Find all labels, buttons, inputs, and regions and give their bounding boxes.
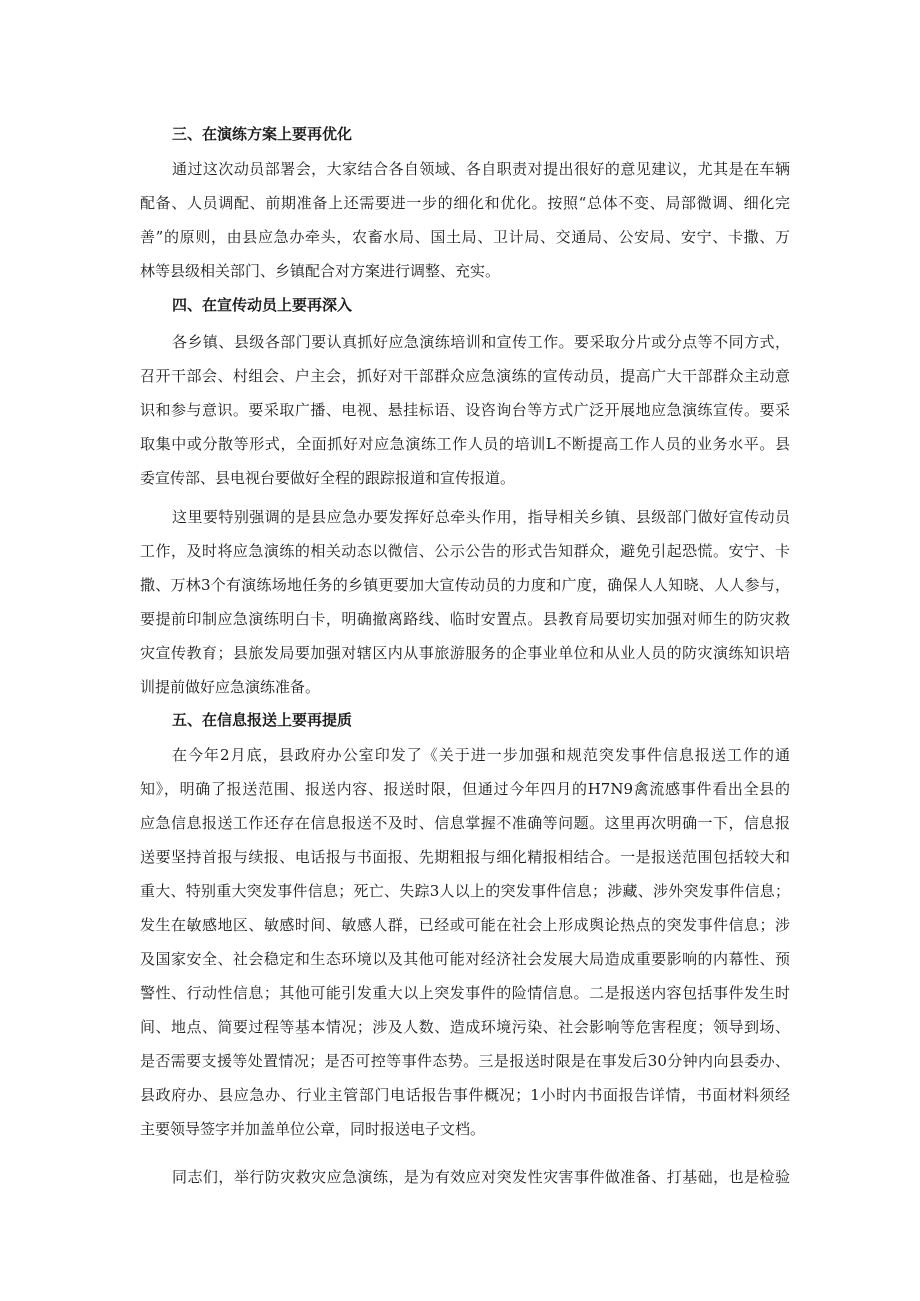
section-heading-4: 四、在宣传动员上要再深入: [172, 296, 353, 314]
section-4-paragraph-2: [140, 500, 790, 704]
text-line: 取集中或分散等形式，全面抓好对应急演练工作人员的培训L不断提高工作人员的业务水平。县: [140, 435, 790, 453]
text-line: 警性、行动性信息；其他可能引发重大以上突发事件的险情信息。二是报送内容包括事件发生时: [140, 984, 790, 1002]
text-line: 召开干部会、村组会、户主会，抓好对干部群众应急演练的宣传动员，提高广大干部群众主动意: [140, 367, 790, 385]
text-line: 知》，明确了报送范围、报送内容、报送时限，但通过今年四月的H7N9禽流感事件看出全县的: [140, 780, 790, 798]
section-5-paragraph-1: [140, 738, 790, 1146]
text-line: 通过这次动员部署会，大家结合各自领域、各自职责对提出很好的意见建议，尤其是在车辆: [172, 160, 790, 178]
text-line: 委宣传部、县电视台要做好全程的跟踪报道和宣传报道。: [140, 469, 516, 487]
text-line: 是否需要支援等处置情况；是否可控等事件态势。三是报送时限是在事发后30分钟内向县委办、: [140, 1052, 790, 1070]
text-line: 同志们，举行防灾救灾应急演练，是为有效应对突发性灾害事件做准备、打基础，也是检验: [172, 1168, 790, 1186]
text-line: 主要领导签字并加盖单位公章，同时报送电子文档。: [140, 1120, 486, 1138]
text-line: 县政府办、县应急办、行业主管部门电话报告事件概况；1小时内书面报告详情，书面材料须经: [140, 1086, 790, 1104]
section-heading-5: 五、在信息报送上要再提质: [172, 711, 353, 729]
text-line: 应急信息报送工作还存在信息报送不及时、信息掌握不准确等问题。这里再次明确一下，信息报: [140, 814, 790, 832]
text-line: 撒、万林3个有演练场地任务的乡镇更要加大宣传动员的力度和广度，确保人人知晓、人人参与，: [140, 576, 790, 594]
text-line: 这里要特别强调的是县应急办要发挥好总牵头作用，指导相关乡镇、县级部门做好宣传动员: [172, 508, 790, 526]
text-line: 各乡镇、县级各部门要认真抓好应急演练培训和宣传工作。要采取分片或分点等不同方式，: [172, 333, 790, 351]
text-line: 灾宣传教育；县旅发局要加强对辖区内从事旅游服务的企事业单位和从业人员的防灾演练知识培: [140, 644, 790, 662]
text-line: 间、地点、简要过程等基本情况；涉及人数、造成环境污染、社会影响等危害程度；领导到场、: [140, 1018, 790, 1036]
section-heading-3: 三、在演练方案上要再优化: [172, 125, 353, 143]
text-line: 林等县级相关部门、乡镇配合对方案进行调整、充实。: [140, 262, 501, 280]
text-line: 要提前印制应急演练明白卡，明确撤离路线、临时安置点。县教育局要切实加强对师生的防灾救: [140, 610, 790, 628]
text-line: 在今年2月底，县政府办公室印发了《关于进一步加强和规范突发事件信息报送工作的通: [172, 746, 790, 764]
text-line: 发生在敏感地区、敏感时间、敏感人群，已经或可能在社会上形成舆论热点的突发事件信息；涉: [140, 916, 790, 934]
section-4-paragraph-1: [140, 325, 790, 495]
text-line: 识和参与意识。要采取广播、电视、悬挂标语、设咨询台等方式广泛开展地应急演练宣传。要采: [140, 401, 790, 419]
text-line: 重大、特别重大突发事件信息；死亡、失踪3人以上的突发事件信息；涉藏、涉外突发事件信息；: [140, 882, 790, 900]
text-line: 工作，及时将应急演练的相关动态以微信、公示公告的形式告知群众，避免引起恐慌。安宁、卡: [140, 542, 790, 560]
section-3-paragraph-1: [140, 152, 790, 288]
text-line: 善”的原则，由县应急办牵头，农畜水局、国土局、卫计局、交通局、公安局、安宁、卡撒、万: [140, 228, 790, 246]
text-line: 配备、人员调配、前期准备上还需要进一步的细化和优化。按照“总体不变、局部微调、细化完: [140, 194, 790, 212]
text-line: 及国家安全、社会稳定和生态环境以及其他可能对经济社会发展大局造成重要影响的内幕性、预: [140, 950, 790, 968]
text-line: 训提前做好应急演练准备。: [140, 678, 321, 696]
text-line: 送要坚持首报与续报、电话报与书面报、先期粗报与细化精报相结合。一是报送范围包括较大和: [140, 848, 790, 866]
section-5-paragraph-2: [140, 1160, 790, 1194]
